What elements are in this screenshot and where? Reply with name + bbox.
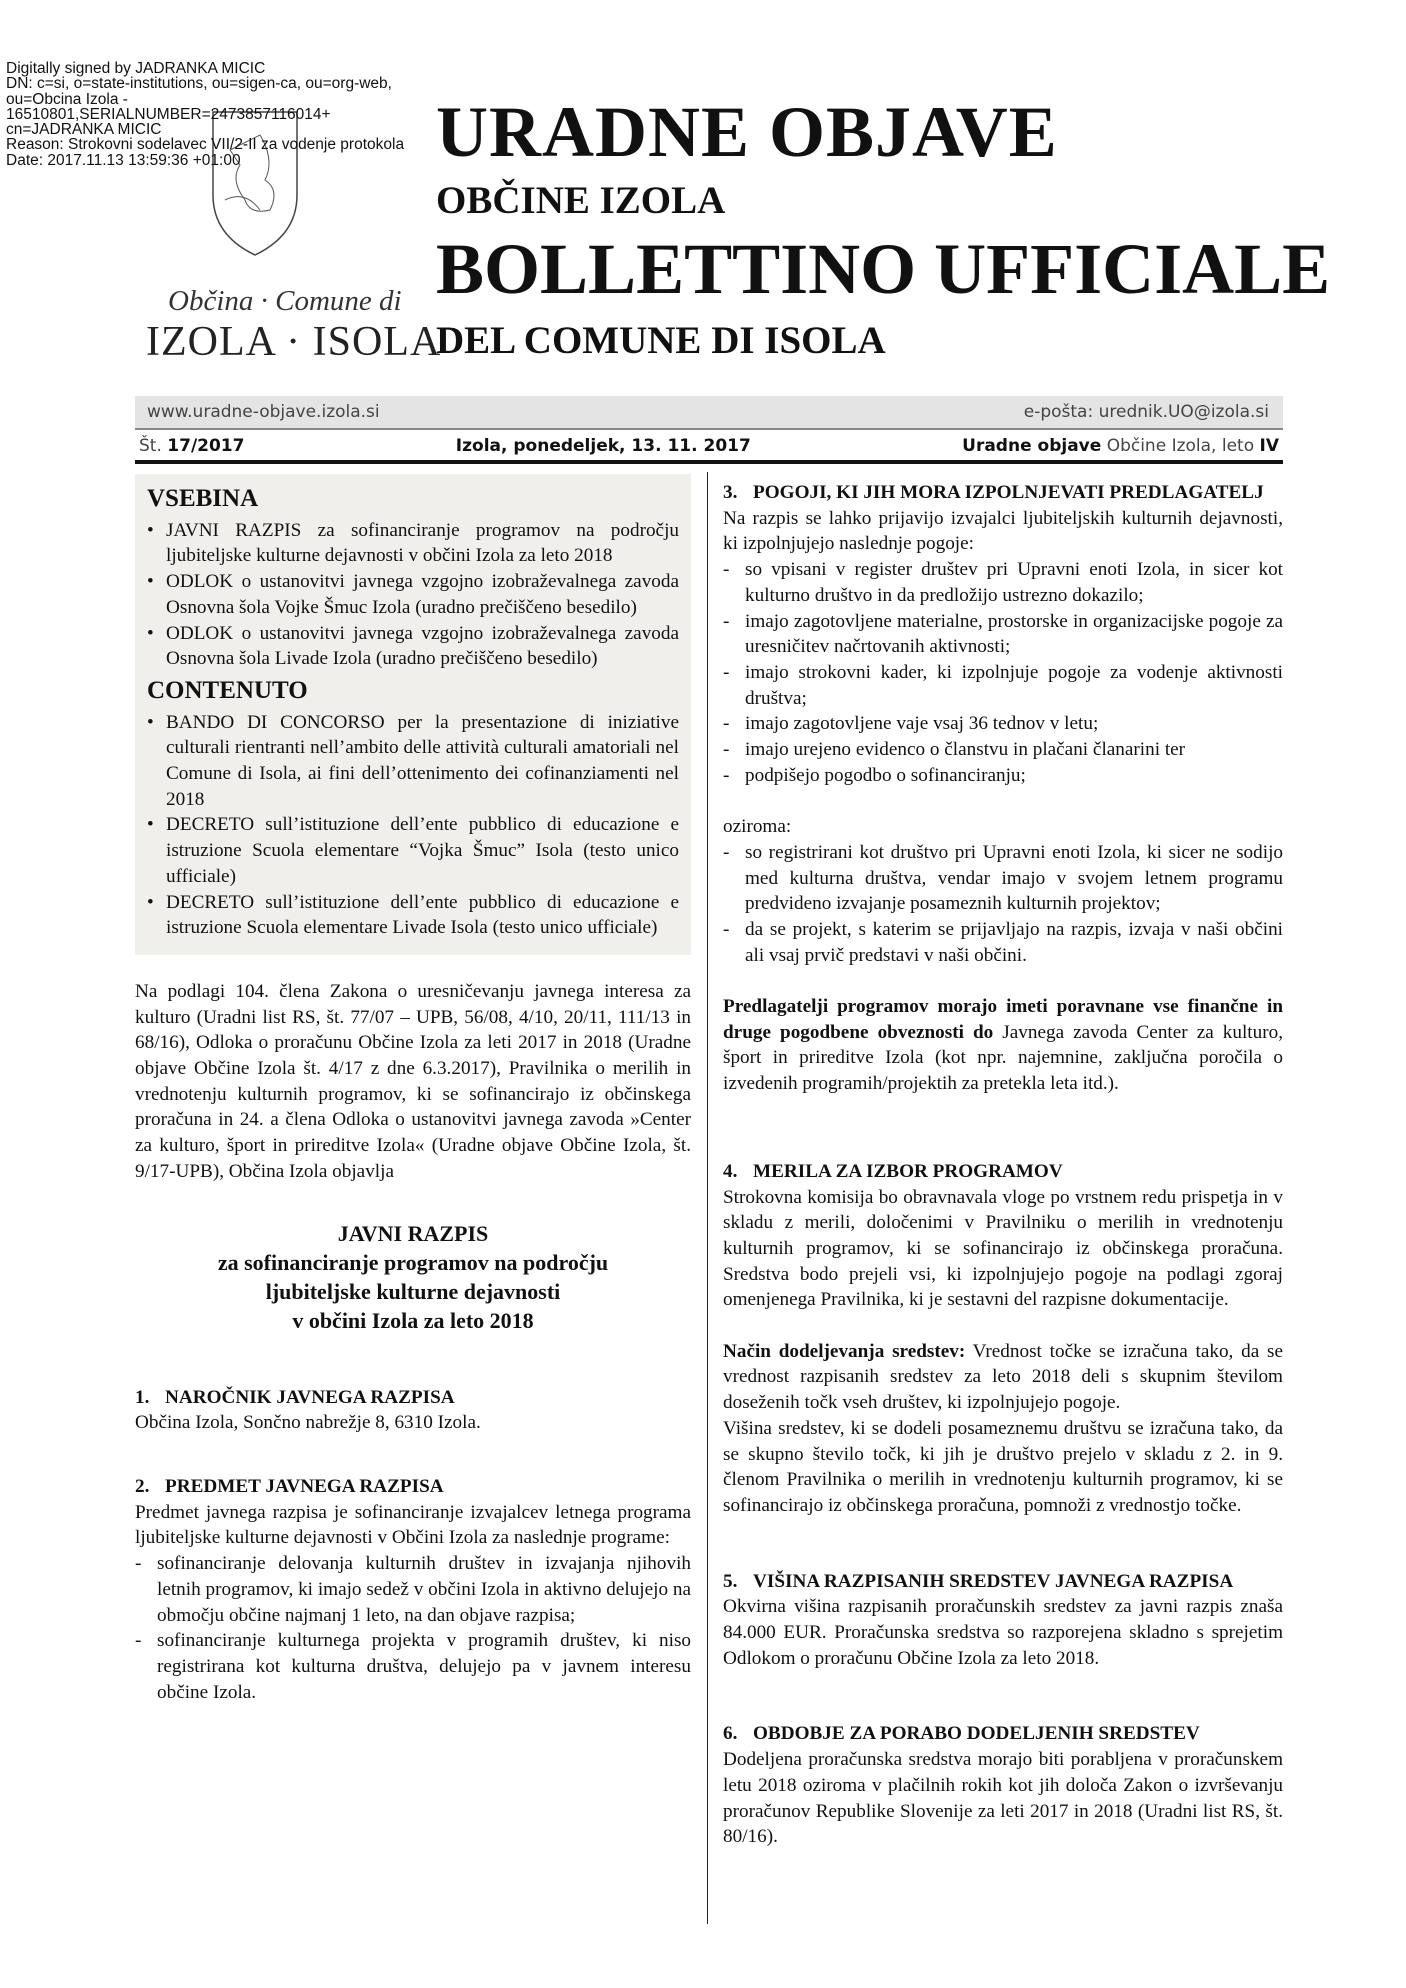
logo-line-2: IZOLA · ISOLA [146,319,442,365]
issue-row [135,432,1283,464]
section-3-heading: 3. POGOJI, KI JIH MORA IZPOLNJEVATI PREDLAGATELJ [723,482,1264,503]
section-5-text: Okvirna višina razpisanih proračunskih sredstev za javni razpis znaša 84.000 EUR. Proračunska sredstva so razporejena skladno s sprejetim Odlokom o proračunu Občine Izola za leto 2018. [723,1596,1283,1669]
list-item: - da se projekt, s katerim se prijavljajo na razpis, izvaja v naši občini ali vsaj prvič predstavi v naši občini. [723,917,1283,968]
sig-line: 16510801,SERIALNUMBER=2473857116014+ [6,105,331,123]
right-column [723,480,1283,1850]
contents-item: • ODLOK o ustanovitvi javnega vzgojno izobraževalnega zavoda Osnovna šola Vojke Šmuc Izola (uradno prečiščeno besedilo) [147,569,679,620]
contents-item: • BANDO DI CONCORSO per la presentazione di iniziative culturali rientranti nell’ambito delle attività culturali amatoriali nel Comune di Isola, ai fini dell’ottenimento dei cofinanziamenti nel 2018 [147,710,679,813]
list-item: - imajo urejeno evidenco o članstvu in plačani članarini ter [723,737,1283,763]
list-item: - imajo zagotovljene vaje vsaj 36 tednov v letu; [723,711,1283,737]
logo-line-1: Občina · Comune di [168,285,402,317]
document-title [135,1219,691,1335]
section-4-allocation: Način dodeljevanja sredstev: Vrednost točke se izračuna tako, da se vrednost razpisanih sredstev za leto 2018 deli s skupnim številom doseženih točk vseh društev, ki izpolnjujejo pogoje. [723,1340,1283,1414]
website-link[interactable]: www.uradne-objave.izola.si [147,402,380,422]
intro-paragraph: Na podlagi 104. člena Zakona o uresničevanju javnega interesa za kulturo (Uradni list RS, št. 77/07 – UPB, 56/08, 4/10, 20/11, 111/13 in 68/16), Odloka o proračunu Občine Izola za leti 2017 in 2018 (Uradne objave Občine Izola št. 4/17 z dne 6.3.2017), Pravilnika o merilih in vrednotenju kulturnih programov, ki se sofinancirajo iz občinskega proračuna in 24. a člena Odloka o ustanovitvi javnega zavoda »Center za kulturo, šport in prireditve Izola« (Uradne objave Občine Izola, št. 9/17-UPB), Občina Izola objavlja [135,980,691,1182]
contents-title-it: CONTENUTO [147,676,308,704]
sig-line: ou=Obcina Izola - [6,90,128,108]
section-4-text: Strokovna komisija bo obravnavala vloge po vrstnem redu prispetja in v skladu z merili, določenimi v Pravilniku o merilih in vrednotenju kulturnih programov, ki se sofinancirajo iz občinskega proračuna. Sredstva bodo prejeli vsi, ki izpolnjujejo pogoje na podlagi zgoraj omenjenega Pravilnika, ki je sestavni del razpisne dokumentacije. [723,1186,1283,1311]
section-1-text: Občina Izola, Sončno nabrežje 8, 6310 Izola. [135,1412,481,1434]
info-bar [135,396,1283,430]
sig-line: Reason: Strokovni sodelavec VII/2-II za vodenje protokola [6,136,405,154]
section-3-text: Na razpis se lahko prijavijo izvajalci ljubiteljskih kulturnih dejavnosti, ki izpolnjujejo naslednje pogoje: [723,507,1283,555]
contents-item: • DECRETO sull’istituzione dell’ente pubblico di educazione e istruzione Scuola elementare “Vojka Šmuc” Isola (testo unico ufficiale) [147,812,679,889]
masthead-subtitle-sl: OBČINE IZOLA [436,179,726,222]
title-line: JAVNI RAZPIS [337,1220,489,1246]
title-line: v občini Izola za leto 2018 [292,1307,534,1333]
section-6-text: Dodeljena proračunska sredstva morajo biti porabljena v proračunskem letu 2018 oziroma v plačilnih rokih kot jih določa Zakon o izvrševanju proračunov Republike Slovenije za leti 2017 in 2018 (Uradni list RS, št. 80/16). [723,1749,1283,1848]
left-column [135,474,691,1705]
section-1-heading: 1. NAROČNIK JAVNEGA RAZPISA [135,1386,455,1408]
sig-line: Digitally signed by JADRANKA MICIC [6,60,266,77]
contents-box [135,474,691,955]
contents-item: • ODLOK o ustanovitvi javnega vzgojno izobraževalnega zavoda Osnovna šola Livade Izola (uradno prečiščeno besedilo) [147,621,679,672]
issue-date: Izola, ponedeljek, 13. 11. 2017 [455,436,751,456]
sig-line: Date: 2017.11.13 13:59:36 +01:00 [6,151,241,169]
section-4-amount: Višina sredstev, ki se dodeli posameznemu društvu se izračuna tako, da se skupno število točk, ki jih je društvo prejelo v skladu z 2. in 9. členom Pravilnika o merilih in vrednotenju kulturnih programov, ki se sofinancirajo iz občinskega proračuna, pomnoži z vrednostjo točke. [723,1417,1283,1516]
issue-number: Št. 17/2017 [139,436,245,456]
list-item: - imajo strokovni kader, ki izpolnjuje pogoje za vodenje aktivnosti društva; [723,660,1283,711]
section-2-text: Predmet javnega razpisa je sofinanciranje izvajalcev letnega programa ljubiteljske kulturne dejavnosti v Občini Izola za naslednje programe: [135,1501,691,1549]
section-2-heading: 2. PREDMET JAVNEGA RAZPISA [135,1475,444,1497]
section-4-heading: 4. MERILA ZA IZBOR PROGRAMOV [723,1160,1063,1182]
digital-signature [6,61,404,168]
contents-title-sl: VSEBINA [147,485,259,512]
section-3-note: Predlagatelji programov morajo imeti poravnane vse finančne in druge pogodbene obveznosti do Javnega zavoda Center za kulturo, šport in prireditve Izola (kot npr. najemnine, zaključna poročila o izvedenih programih/projektih za pretekla leta itd.). [723,996,1284,1095]
list-item: - podpišejo pogodbo o sofinanciranju; [723,763,1283,789]
list-item: - imajo zagotovljene materialne, prostorske in organizacijske pogoje za uresničitev načrtovanih aktivnosti; [723,609,1283,660]
or-label: oziroma: [723,816,792,838]
masthead-subtitle-it: DEL COMUNE DI ISOLA [436,319,886,362]
list-item: - sofinanciranje delovanja kulturnih društev in izvajanja njihovih letnih programov, ki imajo sedež v občini Izola in aktivno delujejo na območju občine najmanj 1 leto, na dan objave razpisa; [135,1551,691,1628]
sig-line: cn=JADRANKA MICIC [6,121,162,139]
title-line: za sofinanciranje programov na področju [217,1249,609,1275]
email-link[interactable]: e-pošta: urednik.UO@izola.si [1023,402,1269,422]
column-divider [707,472,708,1924]
list-item: - so registrirani kot društvo pri Upravni enoti Izola, ki sicer ne sodijo med kulturna društva, vendar imajo v svojem letnem programu predvideno izvajanje posameznih kulturnih projektov; [723,840,1283,917]
masthead-title-sl: URADNE OBJAVE [436,92,1058,172]
section-6-heading: 6. OBDOBJE ZA PORABO DODELJENIH SREDSTEV [723,1723,1200,1745]
publication-info: Uradne objave Občine Izola, leto IV [962,436,1279,456]
contents-item: • JAVNI RAZPIS za sofinanciranje programov na področju ljubiteljske kulturne dejavnosti v občini Izola za leto 2018 [147,518,679,569]
masthead-title-it: BOLLETTINO UFFICIALE [436,229,1331,309]
sig-line: DN: c=si, o=state-institutions, ou=sigen-ca, ou=org-web, [6,75,392,93]
list-item: - so vpisani v register društev pri Upravni enoti Izola, in sicer kot kulturno društvo in da predložijo ustrezno dokazilo; [723,557,1283,608]
section-5-heading: 5. VIŠINA RAZPISANIH SREDSTEV JAVNEGA RAZPISA [723,1570,1234,1592]
title-line: ljubiteljske kulturne dejavnosti [265,1278,561,1304]
contents-item: • DECRETO sull’istituzione dell’ente pubblico di educazione e istruzione Scuola elementare Livade Isola (testo unico ufficiale) [147,890,679,941]
list-item: - sofinanciranje kulturnega projekta v programih društev, ki niso registrirana kot kulturna društva, delujejo pa v javnem interesu občine Izola. [135,1628,691,1705]
